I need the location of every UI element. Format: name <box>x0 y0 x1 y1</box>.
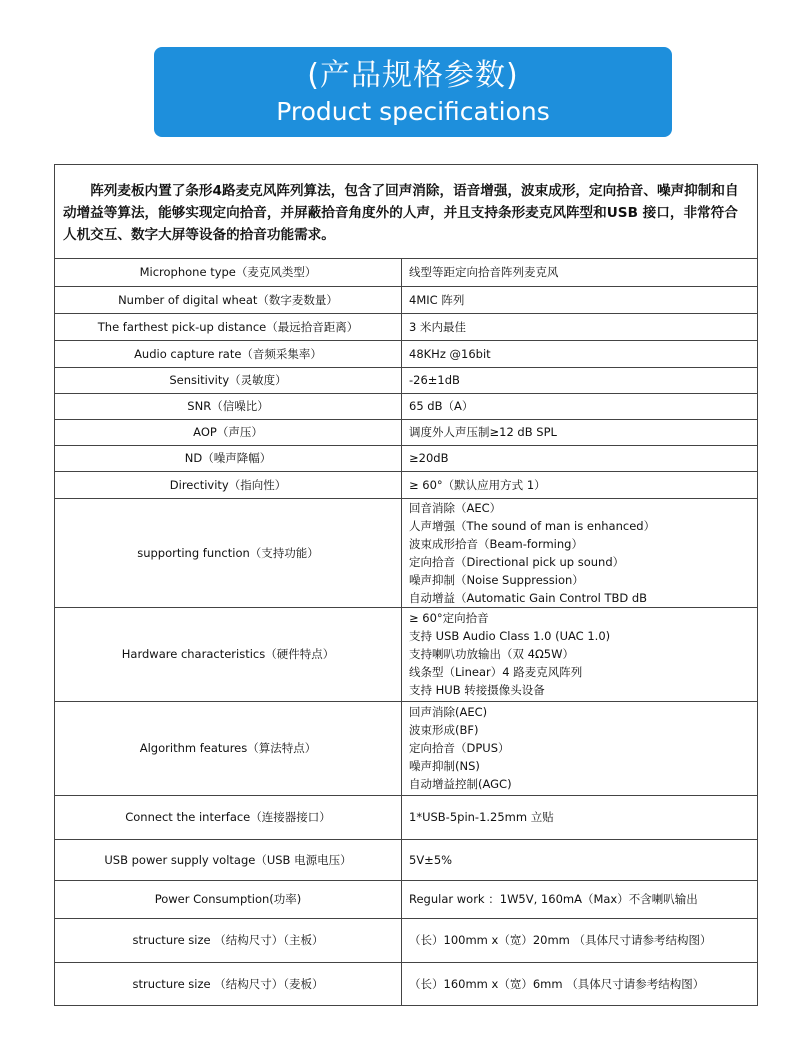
spec-label: supporting function（支持功能） <box>55 498 402 607</box>
spec-value-line: 线型等距定向拾音阵列麦克风 <box>409 265 559 280</box>
spec-label: Power Consumption(功率) <box>55 880 402 918</box>
spec-table <box>55 259 757 1005</box>
spec-value-line: 1*USB-5pin-1.25mm 立贴 <box>409 810 554 824</box>
spec-value <box>402 286 758 313</box>
spec-label: SNR（信噪比） <box>55 393 402 419</box>
intro-paragraph: 阵列麦板内置了条形4路麦克风阵列算法，包含了回声消除，语音增强，波束成形，定向拾音、噪声抑制和自动增益等算法，能够实现定向拾音，并屏蔽拾音角度外的人声，并且支持条形麦克风阵型和USB 接口，非常符合人机交互、数字大屏等设备的拾音功能需求。 <box>55 165 757 259</box>
spec-value <box>402 393 758 419</box>
spec-value-line: 4MIC 阵列 <box>409 292 465 307</box>
page-title-cn: (产品规格参数) <box>307 58 519 93</box>
spec-value-line: ≥ 60°（默认应用方式 1） <box>409 477 546 492</box>
spec-label: ND（噪声降幅） <box>55 445 402 471</box>
spec-label: AOP（声压） <box>55 419 402 445</box>
spec-row <box>55 340 757 367</box>
spec-value-line: （长）160mm x（宽）6mm （具体尺寸请参考结构图） <box>409 976 705 991</box>
spec-row <box>55 393 757 419</box>
spec-value-line: -26±1dB <box>409 373 460 387</box>
spec-value-line: 定向拾音（DPUS） <box>409 741 510 755</box>
spec-value <box>402 445 758 471</box>
spec-value-line: 65 dB（A） <box>409 399 474 413</box>
spec-label: Hardware characteristics（硬件特点） <box>55 607 402 701</box>
spec-label: Algorithm features（算法特点） <box>55 701 402 795</box>
spec-value <box>402 839 758 880</box>
spec-value-line: 支持喇叭功放输出（双 4Ω5W） <box>409 647 574 661</box>
spec-value-line: 支持 USB Audio Class 1.0 (UAC 1.0) <box>409 629 611 643</box>
spec-row <box>55 918 757 962</box>
spec-value <box>402 701 758 795</box>
spec-value-line: 自动增益控制(AGC) <box>409 777 512 791</box>
spec-row <box>55 313 757 340</box>
spec-value-line: 波束形成(BF) <box>409 723 479 737</box>
spec-value <box>402 367 758 393</box>
spec-value <box>402 498 758 607</box>
spec-row <box>55 701 757 795</box>
spec-value-line: ≥20dB <box>409 451 449 465</box>
spec-value-line: 调度外人声压制≥12 dB SPL <box>409 425 557 439</box>
spec-row <box>55 498 757 607</box>
spec-value <box>402 918 758 962</box>
spec-label: Directivity（指向性） <box>55 471 402 498</box>
spec-value <box>402 962 758 1005</box>
spec-value <box>402 313 758 340</box>
spec-row <box>55 471 757 498</box>
spec-value-line: 波束成形拾音（Beam-forming） <box>409 536 583 551</box>
spec-value <box>402 607 758 701</box>
spec-label: structure size （结构尺寸）（主板） <box>55 918 402 962</box>
spec-value-line: 噪声抑制（Noise Suppression） <box>409 572 584 587</box>
spec-value <box>402 259 758 286</box>
spec-value-line: 支持 HUB 转接摄像头设备 <box>409 683 545 697</box>
spec-value <box>402 419 758 445</box>
spec-row <box>55 259 757 286</box>
spec-row <box>55 607 757 701</box>
spec-row <box>55 286 757 313</box>
spec-value <box>402 880 758 918</box>
spec-value-line: 定向拾音（Directional pick up sound） <box>409 554 625 569</box>
spec-value-line: 自动增益（Automatic Gain Control TBD dB <box>409 590 648 605</box>
spec-label: Connect the interface（连接器接口） <box>55 795 402 839</box>
spec-value-line: （长）100mm x（宽）20mm （具体尺寸请参考结构图） <box>409 933 712 947</box>
spec-label: Microphone type（麦克风类型） <box>55 259 402 286</box>
spec-label: Sensitivity（灵敏度） <box>55 367 402 393</box>
spec-value-line: Regular work ：1W5V, 160mA（Max）不含喇叭输出 <box>409 892 698 906</box>
spec-value-line: 人声增强（The sound of man is enhanced） <box>409 518 656 533</box>
spec-value-line: 5V±5% <box>409 852 453 867</box>
spec-value-line: ≥ 60°定向拾音 <box>409 611 489 625</box>
spec-value <box>402 471 758 498</box>
spec-value <box>402 795 758 839</box>
spec-row <box>55 839 757 880</box>
spec-label: structure size （结构尺寸）（麦板） <box>55 962 402 1005</box>
spec-row <box>55 419 757 445</box>
spec-label: USB power supply voltage（USB 电源电压） <box>55 839 402 880</box>
spec-label: Number of digital wheat（数字麦数量） <box>55 286 402 313</box>
spec-value-line: 回声消除(AEC) <box>409 705 488 719</box>
spec-row <box>55 367 757 393</box>
page-title-en: Product specifications <box>276 97 550 126</box>
spec-label: The farthest pick-up distance（最远拾音距离） <box>55 313 402 340</box>
spec-value-line: 回音消除（AEC） <box>409 500 502 515</box>
spec-row <box>55 445 757 471</box>
spec-value-line: 3 米内最佳 <box>409 319 466 334</box>
spec-value <box>402 340 758 367</box>
spec-row <box>55 880 757 918</box>
spec-row <box>55 962 757 1005</box>
spec-label: Audio capture rate（音频采集率） <box>55 340 402 367</box>
spec-value-line: 48KHz @16bit <box>409 346 491 361</box>
title-banner <box>154 47 672 137</box>
spec-row <box>55 795 757 839</box>
spec-value-line: 噪声抑制(NS) <box>409 759 480 773</box>
spec-sheet <box>54 164 758 1006</box>
spec-value-line: 线条型（Linear）4 路麦克风阵列 <box>409 665 583 679</box>
